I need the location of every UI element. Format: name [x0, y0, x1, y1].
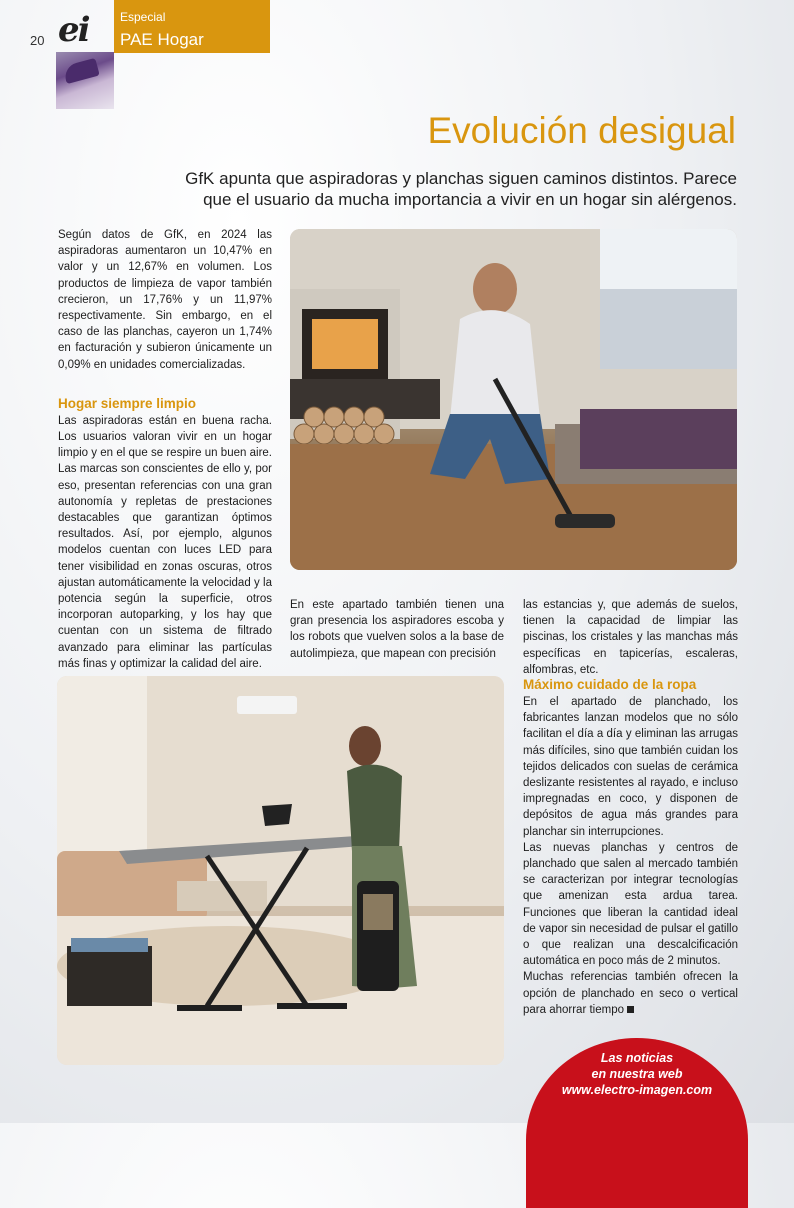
ironing-photo: [57, 676, 504, 1065]
vacuum-photo: [290, 229, 737, 570]
banner-website-link[interactable]: www.electro-imagen.com: [561, 1083, 713, 1097]
section2-paragraph-2: Las nuevas planchas y centros de planchado que salen al mercado también se caracterizan por integrar tecnologías que amenizan esta ardua tarea. Funciones que liberan la cantidad ideal de vapor sin necesidad de pulsar el gatillo o que realizan una descalcificación automática en poco más de 2 minutos.: [523, 841, 738, 968]
section-thumbnail: [56, 52, 114, 109]
section2-heading: Máximo cuidado de la ropa: [523, 677, 697, 692]
text-column-3-top: [523, 597, 738, 678]
section1-continuation-b: las estancias y, que además de suelos, tienen la capacidad de limpiar las piscinas, los cristales y las manchas más específicas en tapicerías, escaleras, alfombras, etc.: [523, 599, 738, 676]
text-column-3-bottom: [523, 676, 738, 1018]
article-subtitle: GfK apunta que aspiradoras y planchas siguen caminos distintos. Parece que el usuario da mucha importancia a vivir en un hogar sin alérgenos.: [185, 169, 737, 209]
text-column-1: [58, 227, 272, 672]
banner-line-1: Las noticias: [600, 1051, 674, 1065]
article-title: Evolución desigual: [427, 110, 736, 151]
section-name: PAE Hogar: [120, 30, 204, 49]
section2-paragraph-3: [523, 969, 738, 1018]
section2-paragraph-3-text: Muchas referencias también ofrecen la opción de planchado en seco o vertical para ahorrar tiempo: [523, 971, 738, 1016]
text-column-2: [290, 597, 504, 662]
section1-paragraph: Las aspiradoras están en buena racha. Los usuarios valoran vivir en un hogar limpio y en el que se respire un buen aire. Las marcas son conscientes de ello y, por eso, presentan referencias con una gran autonomía y repletas de prestaciones destacables que garantizan óptimos resultados. Así, por ejemplo, algunos modelos cuentan con luces LED para tener visibilidad en zonas oscuras, otros ajustan automáticamente la velocidad y la potencia según la superficie, otros incorporan autoparking, y los hay que cuentan con un sistema de filtrado avanzado para eliminar las partículas más finas y optimizar la calidad del aire.: [58, 414, 272, 670]
banner-line-2: en nuestra web: [591, 1067, 683, 1081]
magazine-logo: ei: [58, 10, 89, 50]
section2-paragraph-1: En el apartado de planchado, los fabricantes lanzan modelos que no sólo facilitan el día a día y eliminan las arrugas más difíciles, sino que también cuidan los tejidos delicados con suelas de cerámica deslizante resistentes al rayado, e incluso impregnadas en coco, y disponen de depósitos de agua más grandes para planchar sin interrupciones.: [523, 696, 738, 838]
page-number: 20: [30, 33, 45, 48]
section1-heading: Hogar siempre limpio: [58, 395, 197, 411]
web-banner-text[interactable]: [526, 1050, 748, 1098]
section-kicker: Especial: [120, 10, 166, 24]
intro-paragraph: Según datos de GfK, en 2024 las aspiradoras aumentaron un 10,47% en valor y un 12,67% en volumen. Los productos de limpieza de vapor también crecieron, un 17,76% y un 11,97% respectivamente. Sin embargo, en el caso de las planchas, cayeron un 1,74% en facturación y subieron únicamente un 0,09% en unidades comercializadas.: [58, 229, 272, 371]
end-mark-icon: [627, 1006, 634, 1013]
section1-continuation-a: En este apartado también tienen una gran presencia los aspiradores escoba y los robots que vuelven solos a la base de autolimpieza, que mapean con precisión: [290, 599, 504, 660]
